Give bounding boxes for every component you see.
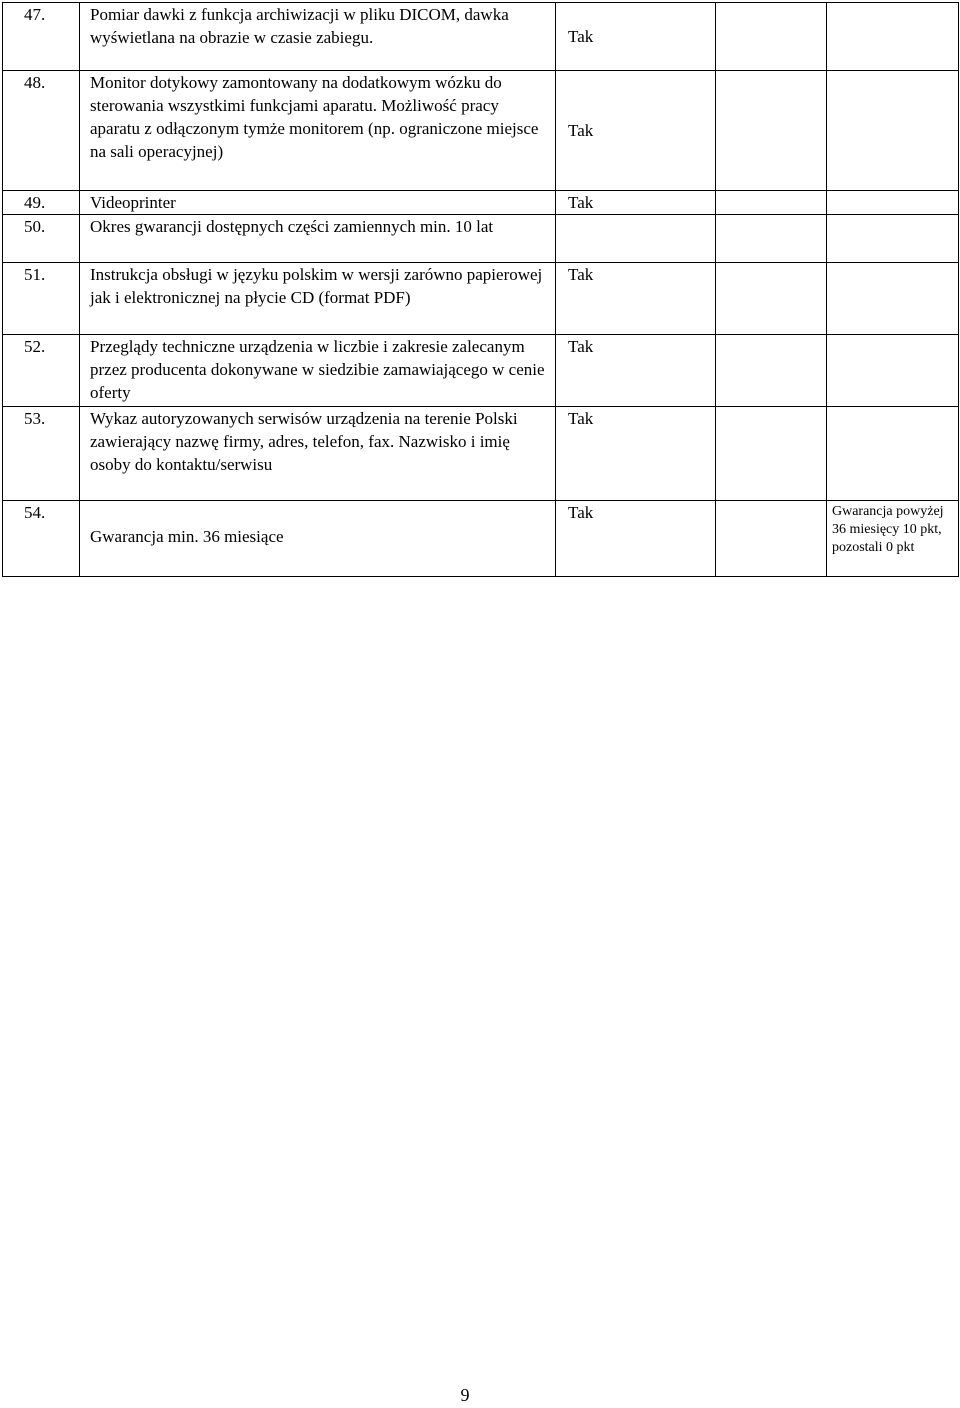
row-description: Przeglądy techniczne urządzenia w liczbie i zakresie zalecanym przez producenta dokonywane w siedzibie zamawiającego w cenie oferty [80,335,556,407]
row-number: 54. [3,501,80,577]
row-scoring [827,215,959,263]
row-required-value [556,215,716,263]
row-required-value: Tak [556,263,716,335]
row-required-value: Tak [556,335,716,407]
specification-table [2,2,959,577]
row-description: Monitor dotykowy zamontowany na dodatkowym wózku do sterowania wszystkimi funkcjami aparatu. Możliwość pracy aparatu z odłączonym tymże monitorem (np. ograniczone miejsce na sali operacyjnej) [80,71,556,191]
row-required-value: Tak [556,191,716,215]
page-number: 9 [460,1385,470,1405]
table-row [3,71,959,191]
row-scoring [827,71,959,191]
row-number: 51. [3,263,80,335]
row-offered-value [716,215,827,263]
row-offered-value [716,191,827,215]
table-row [3,215,959,263]
row-number: 50. [3,215,80,263]
row-scoring: Gwarancja powyżej 36 miesięcy 10 pkt, pozostali 0 pkt [827,501,959,577]
row-number: 49. [3,191,80,215]
table-row [3,501,959,577]
row-description: Pomiar dawki z funkcja archiwizacji w pliku DICOM, dawka wyświetlana na obrazie w czasie zabiegu. [80,3,556,71]
row-description: Gwarancja min. 36 miesiące [80,501,556,577]
row-required-value: Tak [556,3,716,71]
row-offered-value [716,71,827,191]
row-offered-value [716,407,827,501]
row-number: 48. [3,71,80,191]
table-row [3,263,959,335]
row-scoring [827,335,959,407]
row-scoring [827,3,959,71]
row-number: 47. [3,3,80,71]
row-offered-value [716,335,827,407]
row-description: Instrukcja obsługi w języku polskim w wersji zarówno papierowej jak i elektronicznej na płycie CD (format PDF) [80,263,556,335]
table-row [3,335,959,407]
table-row [3,191,959,215]
row-scoring [827,407,959,501]
row-number: 52. [3,335,80,407]
row-required-value: Tak [556,407,716,501]
row-required-value: Tak [556,501,716,577]
row-scoring [827,191,959,215]
row-offered-value [716,501,827,577]
row-description: Videoprinter [80,191,556,215]
row-offered-value [716,263,827,335]
table-row [3,3,959,71]
table-row [3,407,959,501]
row-required-value: Tak [556,71,716,191]
row-description: Wykaz autoryzowanych serwisów urządzenia na terenie Polski zawierający nazwę firmy, adres, telefon, fax. Nazwisko i imię osoby do kontaktu/serwisu [80,407,556,501]
row-number: 53. [3,407,80,501]
row-scoring [827,263,959,335]
row-description: Okres gwarancji dostępnych części zamiennych min. 10 lat [80,215,556,263]
row-offered-value [716,3,827,71]
